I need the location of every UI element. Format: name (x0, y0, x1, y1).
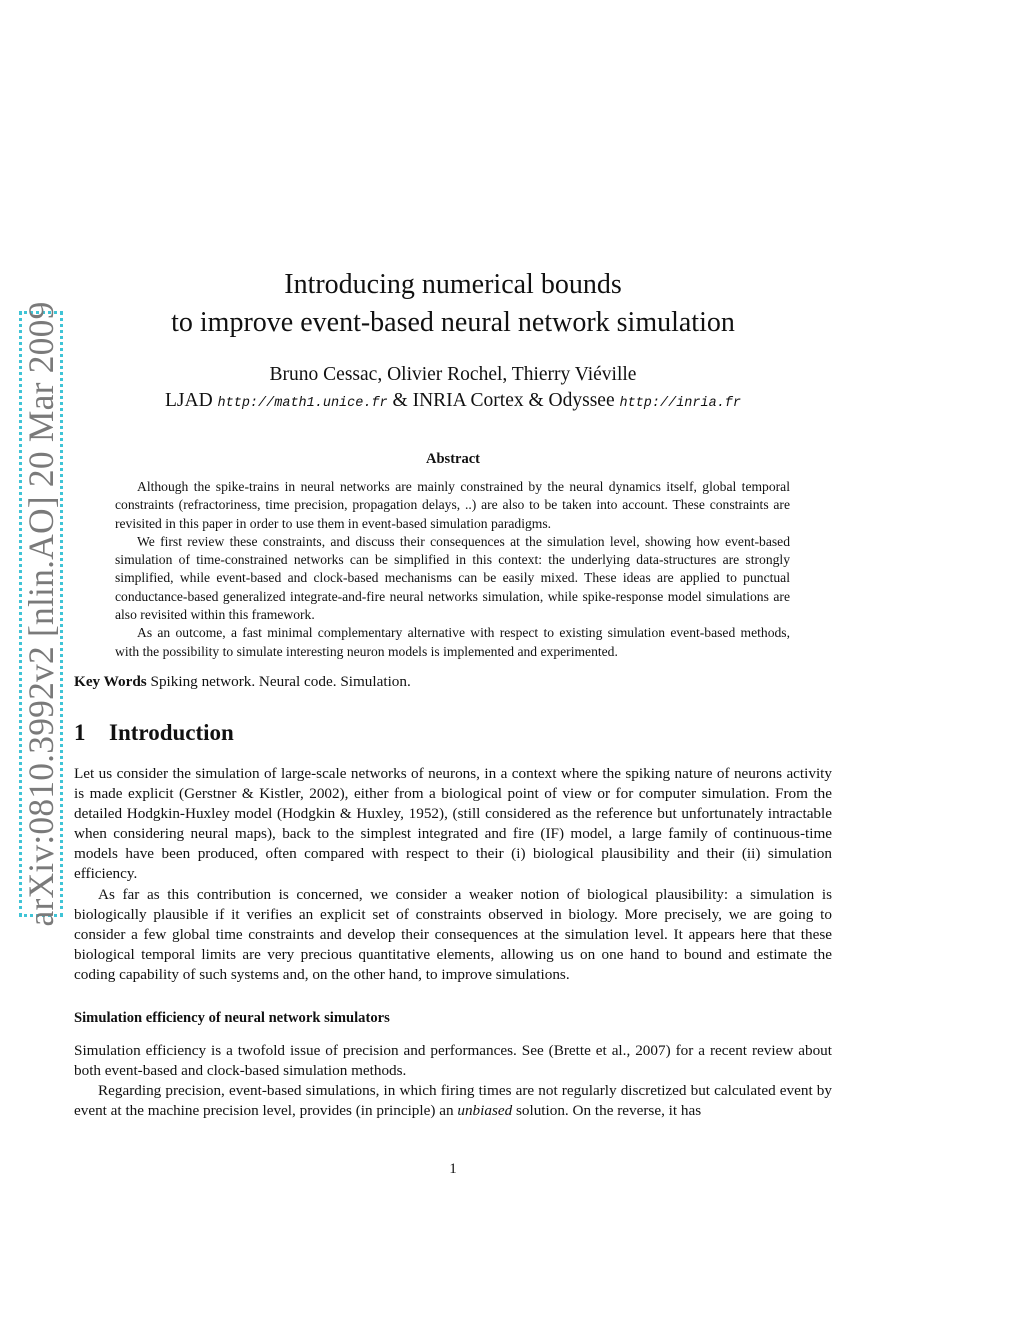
paragraph-text: solution. On the reverse, it has (512, 1102, 702, 1120)
body-paragraph: As far as this contribution is concerned, we consider a weaker notion of biological plausibility: a simulation is biologically plausible if it verifies an explicit set of constraints observed in biology. More precisely, we are going to consider a few global time constraints and develop their consequences at the simulation level. It appears here that these biological temporal limits are very precious quantitative elements, allowing us on one hand to bound and estimate the coding capability of such systems and, on the other hand, to improve simulations. (74, 885, 832, 983)
section-title: Introduction (109, 720, 234, 745)
affiliation-url-1[interactable]: http://math1.unice.fr (217, 396, 388, 411)
keywords-label: Key Words (74, 673, 147, 690)
affiliation (74, 388, 832, 417)
abstract-paragraph: We first review these constraints, and discuss their consequences at the simulation level, showing how event-based simulation of time-constrained networks can be simplified in this context: the underlying data-structures are strongly simplified, while event-based and clock-based mechanisms can be easily mixed. These ideas are applied to punctual conductance-based generalized integrate-and-fire neural networks simulation, while spike-response model simulations are also revisited within this framework. (115, 533, 790, 623)
title-line-2: to improve event-based neural network simulation (171, 307, 735, 338)
emphasized-word: unbiased (457, 1102, 513, 1120)
paper-title (74, 266, 832, 342)
paragraph-text: Regarding precision, event-based simulations, in which firing times are not regularly discretized but calculated event by event at the machine precision level, provides (in principle) an (74, 1082, 832, 1120)
keywords (74, 672, 832, 692)
body-paragraph: Simulation efficiency is a twofold issue of precision and performances. See (Brette et al., 2007) for a recent review about both event-based and clock-based simulation methods. (74, 1042, 832, 1080)
body-paragraph: Let us consider the simulation of large-scale networks of neurons, in a context where the spiking nature of neurons activity is made explicit (Gerstner & Kistler, 2002), either from a biological point of view or for computer simulation. From the detailed Hodgkin-Huxley model (Hodgkin & Huxley, 1952), (still considered as the reference but unfortunately intractable when considering neural maps), back to the simplest integrated and fire (IF) model, a large family of continuous-time models have been produced, often compared with respect to their (i) biological plausibility and their (ii) simulation efficiency. (74, 765, 832, 883)
arxiv-identifier: arXiv:0810.3992v2 [nlin.AO] 20 Mar 2009 (21, 301, 61, 927)
abstract-body (115, 478, 790, 661)
keywords-text: Spiking network. Neural code. Simulation. (150, 673, 411, 690)
introduction-body (74, 764, 832, 985)
abstract-heading: Abstract (426, 451, 480, 467)
affiliation-lab: LJAD (164, 390, 213, 411)
section-heading (74, 720, 234, 746)
affiliation-url-2[interactable]: http://inria.fr (619, 396, 742, 411)
subsection-heading: Simulation efficiency of neural network simulators (74, 1010, 390, 1026)
affiliation-institutes: & INRIA Cortex & Odyssee (392, 390, 615, 411)
author-block (74, 362, 832, 417)
abstract-paragraph: Although the spike-trains in neural networks are mainly constrained by the neural dynamics itself, global temporal constraints (refractoriness, time precision, propagation delays, ..) are also to be taken into account. These constraints are revisited in this paper in order to use them in event-based simulation paradigms. (115, 479, 790, 531)
author-names: Bruno Cessac, Olivier Rochel, Thierry Viéville (269, 364, 637, 385)
subsection-body (74, 1041, 832, 1121)
title-line-1: Introducing numerical bounds (284, 269, 622, 300)
page-number: 1 (449, 1161, 457, 1177)
section-number: 1 (74, 720, 86, 745)
abstract-paragraph: As an outcome, a fast minimal complementary alternative with respect to existing simulation event-based methods, with the possibility to simulate interesting neuron models is implemented and experimented. (115, 625, 790, 659)
body-paragraph (74, 1081, 832, 1121)
